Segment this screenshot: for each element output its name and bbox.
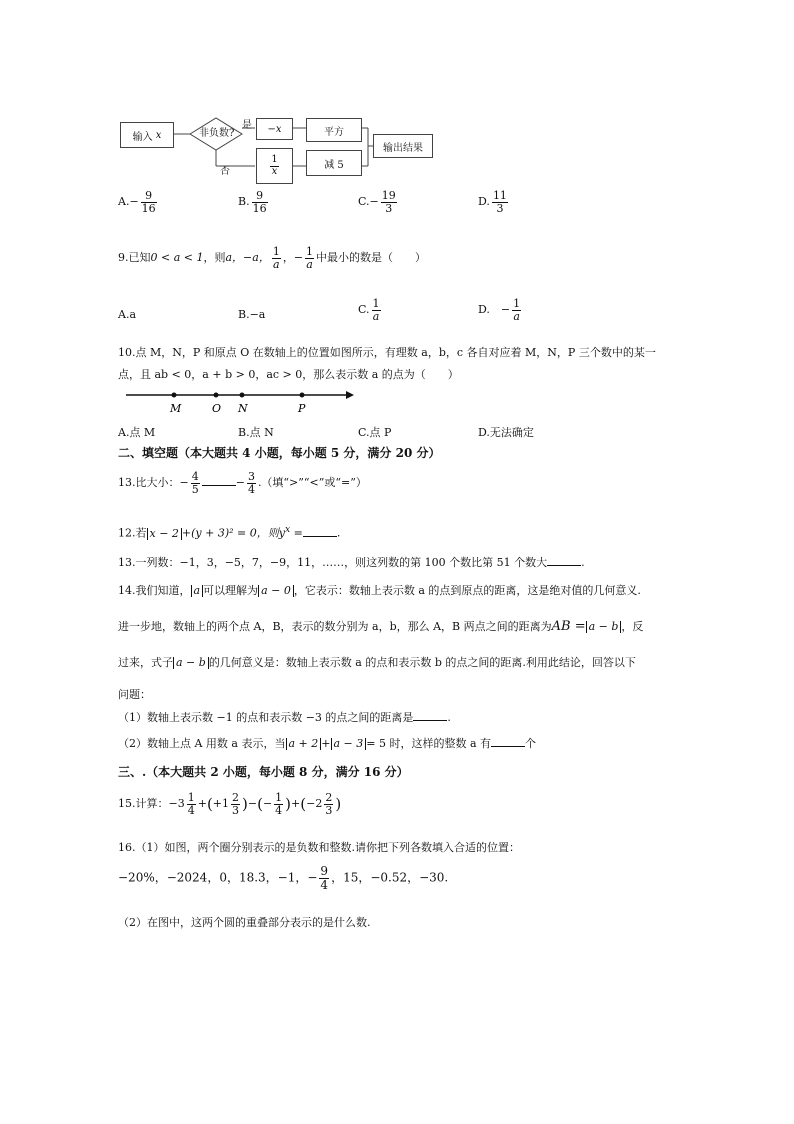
reciprocal-box: $\frac{1}{x}$ bbox=[256, 148, 293, 184]
point-o bbox=[214, 393, 219, 398]
point-m-label: M bbox=[170, 402, 182, 414]
number-line bbox=[126, 388, 356, 414]
q14-part1: （1）数轴上表示数 −1 的点和表示数 −3 的点之间的距离是 . bbox=[118, 711, 451, 724]
point-p bbox=[300, 393, 305, 398]
q13-compare: 13.比大小：− $\frac{4}{5}$ − $\frac{3}{4}$ .（填“>”“<”或“=”） bbox=[118, 470, 367, 496]
negate-box: −x bbox=[256, 118, 293, 140]
q12: 12.若 x − 2 +(y + 3)² = 0，则$y^x$ = . bbox=[118, 524, 341, 540]
q10-line2: 点，且 ab < 0，a + b > 0，ac > 0，那么表示数 a 的点为（ ） bbox=[118, 368, 459, 381]
q15: 15.计算：−3 $\frac{1}{4}$ +(+1 $\frac{2}{3}$ )−(− $\frac{1}{4}$ )+(−2 $\frac{2}{3}$ ) bbox=[118, 791, 342, 817]
q8-option-d: D. $\frac{11}{3}$ bbox=[478, 189, 507, 215]
section2-title: 二、填空题（本大题共 4 小题，每小题 5 分，满分 20 分） bbox=[118, 446, 441, 460]
q8-option-c: C.− $\frac{19}{3}$ bbox=[358, 189, 396, 215]
point-n bbox=[240, 393, 245, 398]
q9-option-d: D. − $\frac{1}{a}$ bbox=[478, 297, 521, 323]
point-m bbox=[172, 393, 177, 398]
no-label: 否 bbox=[220, 166, 230, 177]
q9-stem: 9.已知0 < a < 1，则a，−a， $\frac{1}{a}$ ，− $\frac{1}{a}$ 中最小的数是（ ） bbox=[118, 245, 427, 271]
yes-label: 是 bbox=[242, 120, 252, 131]
q14-line1: 14.我们知道， a 可以理解为 a − 0 ，它表示：数轴上表示数 a 的点到原点的距离，这是绝对值的几何意义. bbox=[118, 584, 641, 597]
input-box: 输入 x bbox=[120, 122, 174, 148]
point-p-label: P bbox=[298, 402, 306, 414]
output-box: 输出结果 bbox=[373, 134, 433, 158]
q16-line3: （2）在图中，这两个圆的重叠部分表示的是什么数. bbox=[118, 916, 371, 929]
q9-option-b: B.−a bbox=[238, 308, 266, 321]
point-n-label: N bbox=[238, 402, 248, 414]
minus5-box: 减 5 bbox=[306, 150, 362, 176]
q10-line1: 10.点 M，N，P 和原点 O 在数轴上的位置如图所示，有理数 a，b，c 各自对应着 M，N，P 三个数中的某一 bbox=[118, 346, 656, 359]
section3-title: 三、.（本大题共 2 小题，每小题 8 分，满分 16 分） bbox=[118, 765, 409, 779]
q9-option-a: A.a bbox=[118, 308, 136, 321]
point-o-label: O bbox=[212, 402, 222, 414]
q14-part2: （2）数轴上点 A 用数 a 表示，当 a + 2 + a − 3 = 5 时，这样的整数 a 有 个 bbox=[118, 737, 537, 750]
q13-sequence: 13.一列数：−1，3，−5，7，−9，11，……，则这列数的第 100 个数比第 51 个数大 . bbox=[118, 556, 585, 569]
q10-option-c: C.点 P bbox=[358, 426, 392, 439]
q14-line2: 进一步地，数轴上的两个点 A，B，表示的数分别为 a，b，那么 A，B 两点之间的距离为AB = a − b ，反 bbox=[118, 619, 644, 634]
q9-option-c: C. $\frac{1}{a}$ bbox=[358, 297, 380, 323]
q8-option-a: A.− $\frac{9}{16}$ bbox=[118, 189, 156, 215]
q10-option-b: B.点 N bbox=[238, 426, 274, 439]
q16-numbers: −20%，−2024，0，18.3，−1，− $\frac{9}{4}$ ，15，−0.52，−30. bbox=[118, 864, 449, 892]
q10-option-d: D.无法确定 bbox=[478, 426, 534, 439]
decision-label: 非负数? bbox=[199, 128, 235, 139]
q16-line1: 16.（1）如图，两个圈分别表示的是负数和整数.请你把下列各数填入合适的位置： bbox=[118, 841, 520, 854]
q8-option-b: B. $\frac{9}{16}$ bbox=[238, 189, 267, 215]
square-box: 平方 bbox=[306, 118, 362, 142]
q14-line3: 过来，式子 a − b 的几何意义是：数轴上表示数 a 的点和表示数 b 的点之间的距离.利用此结论，回答以下 bbox=[118, 656, 636, 669]
q10-option-a: A.点 M bbox=[118, 426, 156, 439]
q14-line4: 问题： bbox=[118, 688, 151, 701]
